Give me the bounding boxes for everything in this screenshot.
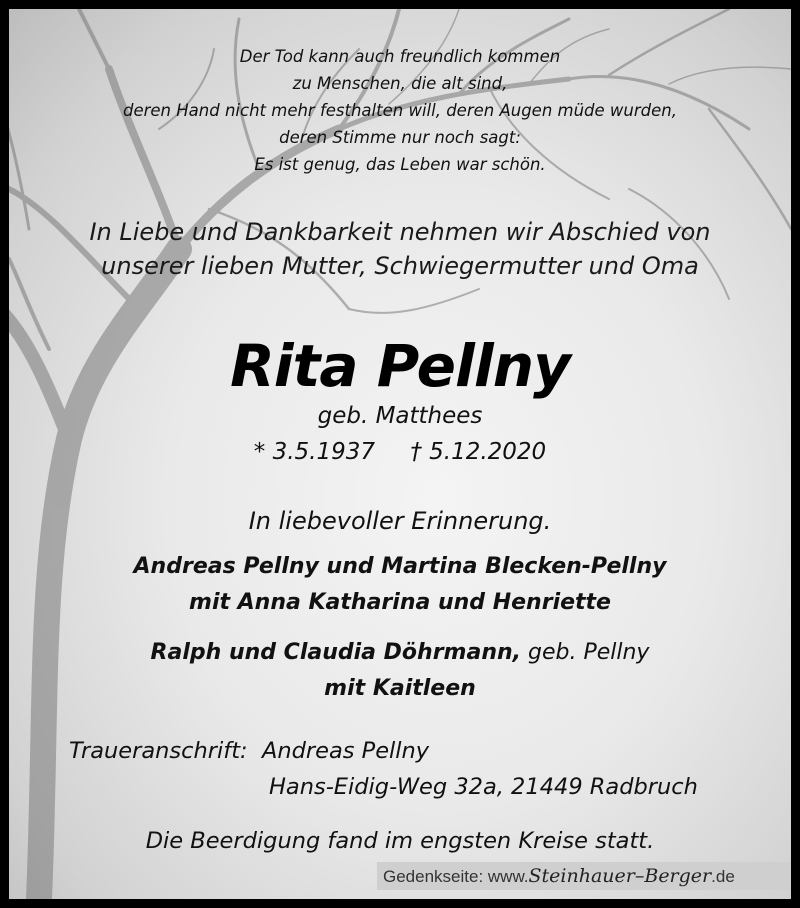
farewell-intro [9, 215, 791, 283]
address-label: Traueranschrift: [69, 738, 248, 764]
family-group-1 [9, 549, 791, 621]
poem-line: deren Hand nicht mehr festhalten will, deren Augen müde wurden, [123, 101, 677, 120]
intro-line: In Liebe und Dankbarkeit nehmen wir Abschied von [89, 218, 711, 246]
poem-line: zu Menschen, die alt sind, [292, 74, 508, 93]
death-date: † 5.12.2020 [410, 439, 547, 465]
family-line: Andreas Pellny und Martina Blecken-Pellny [133, 554, 667, 579]
memorial-prefix: Gedenkseite: www. [383, 867, 529, 886]
family-group-2 [9, 635, 791, 707]
poem [9, 43, 791, 178]
mourning-address [69, 733, 698, 805]
family-birth-name: geb. Pellny [521, 640, 650, 665]
poem-line: Der Tod kann auch freundlich kommen [239, 47, 561, 66]
poem-line: deren Stimme nur noch sagt: [279, 128, 521, 147]
birth-date: * 3.5.1937 [253, 439, 376, 465]
deceased-name: Rita Pellny [230, 332, 570, 400]
funeral-notice: Die Beerdigung fand im engsten Kreise statt. [145, 828, 655, 854]
life-dates [9, 437, 791, 467]
family-line: mit Anna Katharina und Henriette [189, 590, 611, 615]
family-names: Ralph und Claudia Döhrmann, [150, 640, 522, 665]
address-name: Andreas Pellny [261, 738, 430, 764]
birth-name: geb. Matthees [317, 403, 483, 429]
poem-line: Es ist genug, das Leben war schön. [254, 155, 546, 174]
intro-line: unserer lieben Mutter, Schwiegermutter und Oma [101, 252, 699, 280]
memorial-suffix: .de [711, 867, 735, 886]
address-line [69, 733, 698, 769]
brand-signature-logo: Steinhauer–Berger [528, 865, 712, 887]
obituary-card [9, 9, 791, 899]
family-line [9, 635, 791, 671]
family-line: mit Kaitleen [324, 676, 476, 701]
address-street: Hans-Eidig-Weg 32a, 21449 Radbruch [269, 774, 698, 800]
remembrance-text: In liebevoller Erinnerung. [248, 507, 552, 535]
memorial-page-link[interactable] [377, 862, 791, 890]
